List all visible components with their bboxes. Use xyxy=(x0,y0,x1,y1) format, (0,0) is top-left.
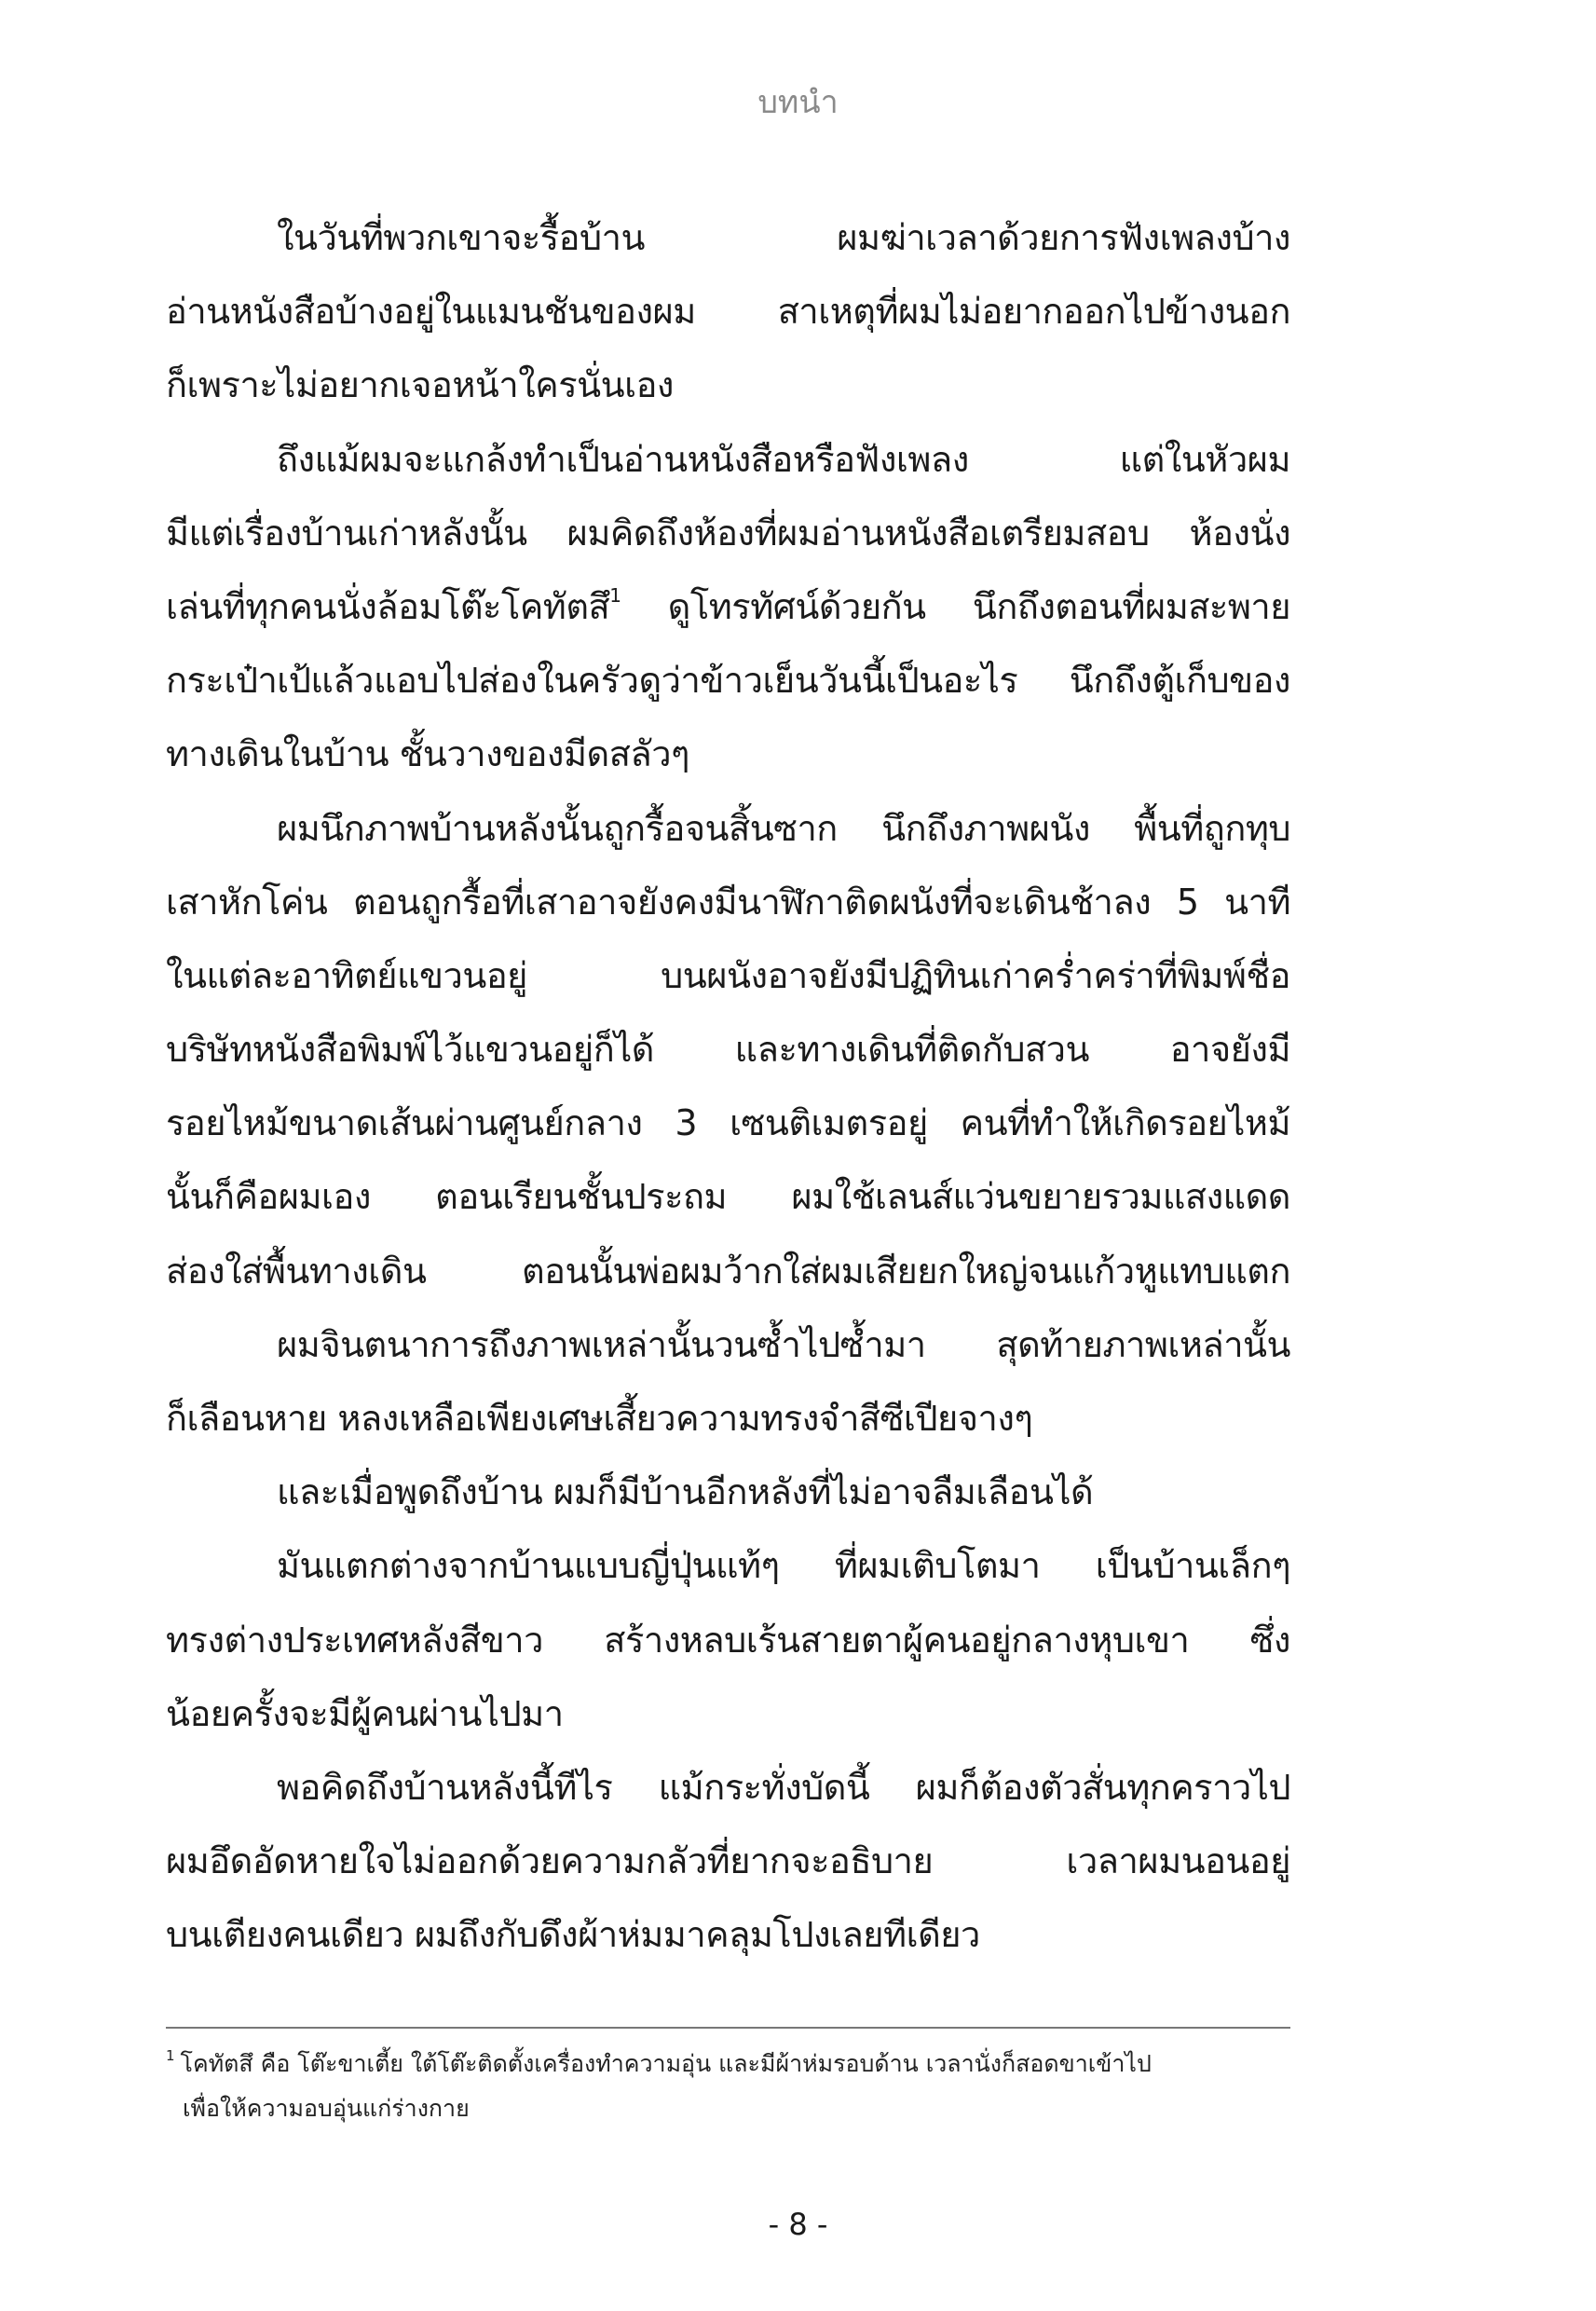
text-line: อ่านหนังสือบ้างอยู่ในแมนชันของผม สาเหตุที่ผมไม่อยากออกไปข้างนอก xyxy=(166,291,1290,333)
text-segment: ดูโทรทัศน์ด้วยกัน นึกถึงตอนที่ผมสะพาย xyxy=(621,585,1290,627)
footnote-divider xyxy=(166,2027,1290,2029)
footnote-continuation: เพื่อให้ความอบอุ่นแก่ร่างกาย xyxy=(183,2095,470,2122)
text-line: ถึงแม้ผมจะแกล้งทำเป็นอ่านหนังสือหรือฟังเพลง แต่ในหัวผม xyxy=(277,438,1290,480)
text-line: ในวันที่พวกเขาจะรื้อบ้าน ผมฆ่าเวลาด้วยการฟังเพลงบ้าง xyxy=(277,217,1290,258)
text-line: พอคิดถึงบ้านหลังนี้ทีไร แม้กระทั่งบัดนี้ ผมก็ต้องตัวสั่นทุกคราวไป xyxy=(277,1766,1290,1808)
chapter-header: บทนำ xyxy=(757,84,839,121)
text-line: กระเป๋าเป้แล้วแอบไปส่องในครัวดูว่าข้าวเย็นวันนี้เป็นอะไร นึกถึงตู้เก็บของ xyxy=(166,660,1290,702)
text-line: มันแตกต่างจากบ้านแบบญี่ปุ่นแท้ๆ ที่ผมเติบโตมา เป็นบ้านเล็กๆ xyxy=(277,1545,1290,1587)
footnote xyxy=(166,2045,1152,2083)
text-line: ก็เพราะไม่อยากเจอหน้าใครนั่นเอง xyxy=(166,364,674,406)
text-line: เสาหักโค่น ตอนถูกรื้อที่เสาอาจยังคงมีนาฬิกาติดผนังที่จะเดินช้าลง 5 นาที xyxy=(166,881,1290,923)
footnote-text: โคทัตสึ คือ โต๊ะขาเตี้ย ใต้โต๊ะติดตั้งเครื่องทำความอุ่น และมีผ้าห่มรอบด้าน เวลานั่งก็สอดขาเข้าไป xyxy=(180,2050,1152,2077)
text-line: ในแต่ละอาทิตย์แขวนอยู่ บนผนังอาจยังมีปฏิทินเก่าคร่ำคร่าที่พิมพ์ชื่อ xyxy=(166,954,1290,996)
text-line: ผมจินตนาการถึงภาพเหล่านั้นวนซ้ำไปซ้ำมา สุดท้ายภาพเหล่านั้น xyxy=(277,1323,1290,1365)
text-line: รอยไหม้ขนาดเส้นผ่านศูนย์กลาง 3 เซนติเมตรอยู่ คนที่ทำให้เกิดรอยไหม้ xyxy=(166,1102,1290,1144)
text-line: บริษัทหนังสือพิมพ์ไว้แขวนอยู่ก็ได้ และทางเดินที่ติดกับสวน อาจยังมี xyxy=(166,1029,1290,1071)
text-line: บนเตียงคนเดียว ผมถึงกับดึงผ้าห่มมาคลุมโปงเลยทีเดียว xyxy=(166,1914,980,1956)
text-line: นั้นก็คือผมเอง ตอนเรียนชั้นประถม ผมใช้เลนส์แว่นขยายรวมแสงแดด xyxy=(166,1176,1290,1218)
body-text xyxy=(166,201,1290,1973)
text-line: ผมอึดอัดหายใจไม่ออกด้วยความกลัวที่ยากจะอธิบาย เวลาผมนอนอยู่ xyxy=(166,1840,1290,1882)
text-line: น้อยครั้งจะมีผู้คนผ่านไปมา xyxy=(166,1692,564,1734)
text-line: ส่องใส่พื้นทางเดิน ตอนนั้นพ่อผมว้ากใส่ผมเสียยกใหญ่จนแก้วหูแทบแตก xyxy=(166,1250,1290,1292)
text-line: มีแต่เรื่องบ้านเก่าหลังนั้น ผมคิดถึงห้องที่ผมอ่านหนังสือเตรียมสอบ ห้องนั่ง xyxy=(166,512,1290,554)
text-line: ทรงต่างประเทศหลังสีขาว สร้างหลบเร้นสายตาผู้คนอยู่กลางหุบเขา ซึ่ง xyxy=(166,1619,1290,1661)
footnote-reference[interactable]: 1 xyxy=(609,583,621,607)
text-line: และเมื่อพูดถึงบ้าน ผมก็มีบ้านอีกหลังที่ไม่อาจลืมเลือนได้ xyxy=(277,1471,1094,1513)
text-segment: เล่นที่ทุกคนนั่งล้อมโต๊ะโคทัตสึ xyxy=(166,585,610,627)
text-line: ทางเดินในบ้าน ชั้นวางของมีดสลัวๆ xyxy=(166,733,689,775)
page-number: - 8 - xyxy=(768,2207,828,2242)
text-line xyxy=(166,570,1290,644)
text-line: ก็เลือนหาย หลงเหลือเพียงเศษเสี้ยวความทรงจำสีซีเปียจางๆ xyxy=(166,1398,1033,1439)
footnote-mark: 1 xyxy=(166,2047,175,2064)
text-line: ผมนึกภาพบ้านหลังนั้นถูกรื้อจนสิ้นซาก นึกถึงภาพผนัง พื้นที่ถูกทุบ xyxy=(277,807,1290,849)
